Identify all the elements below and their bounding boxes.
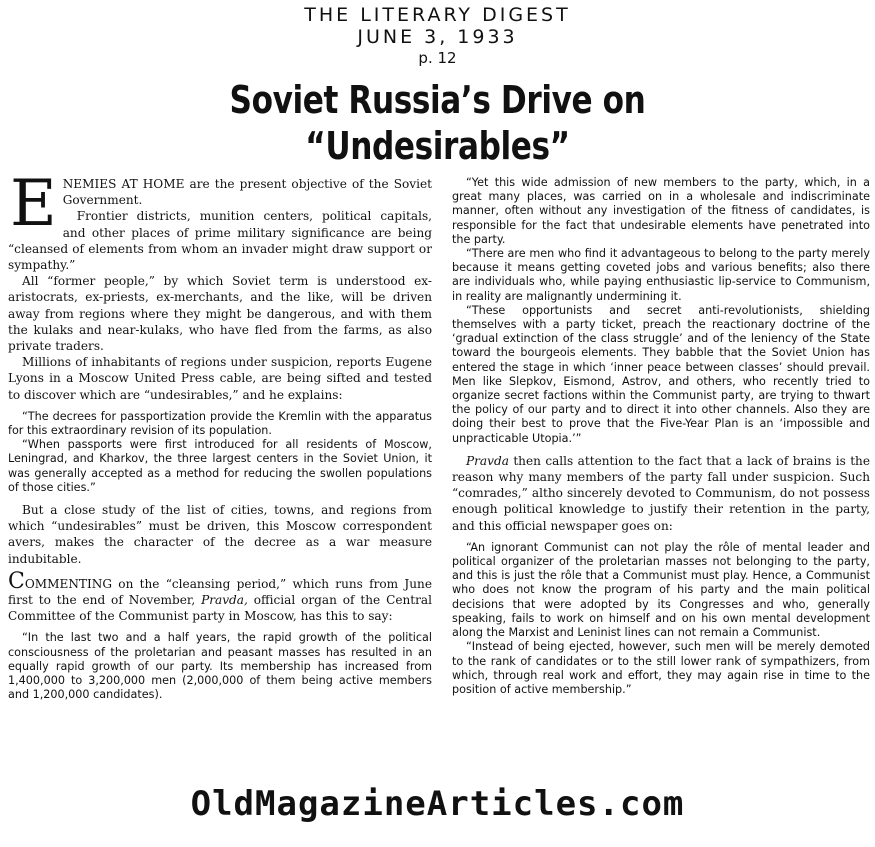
section-text-end: official organ of the Central Committee of the Communist party in Moscow, has this to say: [8,593,432,624]
quote-paragraph: “The decrees for passportization provide the Kremlin with the apparatus for this extraordinary revision of its population. [8,409,432,438]
paragraph-text: then calls attention to the fact that a lack of brains is the reason why many members of the party fall under suspicion. Such “comrades,” altho sincerely devoted to Communism, do not possess enough political knowledge to justify their retention in the party, and this official newspaper goes on: [452,453,870,533]
pravda-italic: Pravda [466,453,509,468]
quote-paragraph: “When passports were first introduced for all residents of Moscow, Leningrad, and Kharkov, the three largest centers in the Soviet Union, it was generally accepted as a method for reducing the swollen populations of those cities.” [8,438,432,494]
paragraph [452,453,870,534]
page-number: p. 12 [418,49,457,67]
left-column [8,167,432,703]
pravda-italic: Pravda, [201,593,248,608]
headline-line-1: Soviet Russia’s Drive on [229,78,646,122]
quote-paragraph: “Yet this wide admission of new members to the party, which, in a great many places, was carried on in a wholesale and indiscriminate manner, often without any investigation of the fitness of candidates, is responsible for the fact that undesirable elements have penetrated into the party. [452,176,870,246]
issue-date: JUNE 3, 1933 [357,26,518,48]
drop-cap: E [10,167,57,241]
quote-paragraph: “There are men who find it advantageous to belong to the party merely because it means getting coveted jobs and various benefits; also there are individuals who, while paying enthusiastic lip-service to Communism, in reality are malignantly undermining it. [452,247,870,303]
section-lead: OMMENTING [24,576,113,591]
quote-paragraph: “Instead of being ejected, however, such men will be merely demoted to the rank of candidates or to the still lower rank of sympathizers, from which, through real work and effort, they may again rise in time to the position of active membership.” [452,640,870,696]
paragraph: But a close study of the list of cities, towns, and regions from which “undesirables” must be driven, this Moscow correspondent avers, makes the character of the decree as a war measure indubitable. [8,503,432,566]
publication-title: THE LITERARY DIGEST [304,4,571,26]
section-paragraph [8,568,432,625]
quote-paragraph: “An ignorant Communist can not play the rôle of mental leader and political organizer of the proletarian masses not belonging to the party, and this is just the rôle that a Communist must play. Hence, a Communist who does not know the program of his party and the main political decisions that were adopted by its Congresses and who, generally speaking, fails to work on himself and on his own mental development along the Marxist and Leninist lines can not remain a Communist. [452,540,870,640]
watermark-footer: OldMagazineArticles.com [190,784,685,824]
quote-paragraph: “In the last two and a half years, the rapid growth of the political consciousness of the proletarian and peasant masses has resulted in an equally rapid growth of our party. Its membership has increased from 1,400,000 to 3,200,000 men (2,000,000 of them being active members and 1,200,000 candidates). [8,631,432,702]
paragraph: All “former people,” by which Soviet term is understood ex-aristocrats, ex-priests, ex-merchants, and the like, will be driven away from regions where they might be dangerous, and with them the kulaks and near-kulaks, who have fled from the farms, as also private traders. [8,274,432,354]
lead-rest: are the present objective of the Soviet Government. [62,177,432,208]
paragraph: Millions of inhabitants of regions under suspicion, reports Eugene Lyons in a Moscow United Press cable, are being sifted and tested to discover which are “undesirables,” and he explains: [8,355,432,402]
right-column [452,176,870,697]
paragraph: Frontier districts, munition centers, political capitals, and other places of prime military significance are being “cleansed of elements from whom an invader might draw support or sympathy.” [8,209,432,273]
quote-paragraph: “These opportunists and secret anti-revolutionists, shielding themselves with a party ticket, preach the reactionary doctrine of the ‘gradual extinction of the class struggle’ and of the leniency of the State toward the bourgeois elements. They babble that the Soviet Union has entered the stage in which ‘inner peace between classes’ should prevail. Men like Slepkov, Eismond, Astrov, and others, who recently tried to organize secret factions within the Communist party, are trying to thwart the policy of our party and to direct it into other channels. Also they are doing their best to prove that the Five-Year Plan is an ‘impossible and unpracticable Utopia.’” [452,303,870,445]
section-initial: C [8,568,25,594]
lead-phrase: NEMIES AT HOME [62,177,185,191]
headline-line-2: “Undesirables” [305,124,570,168]
section-text: on the “cleansing period,” which runs from June first to the end of November, [8,576,432,608]
